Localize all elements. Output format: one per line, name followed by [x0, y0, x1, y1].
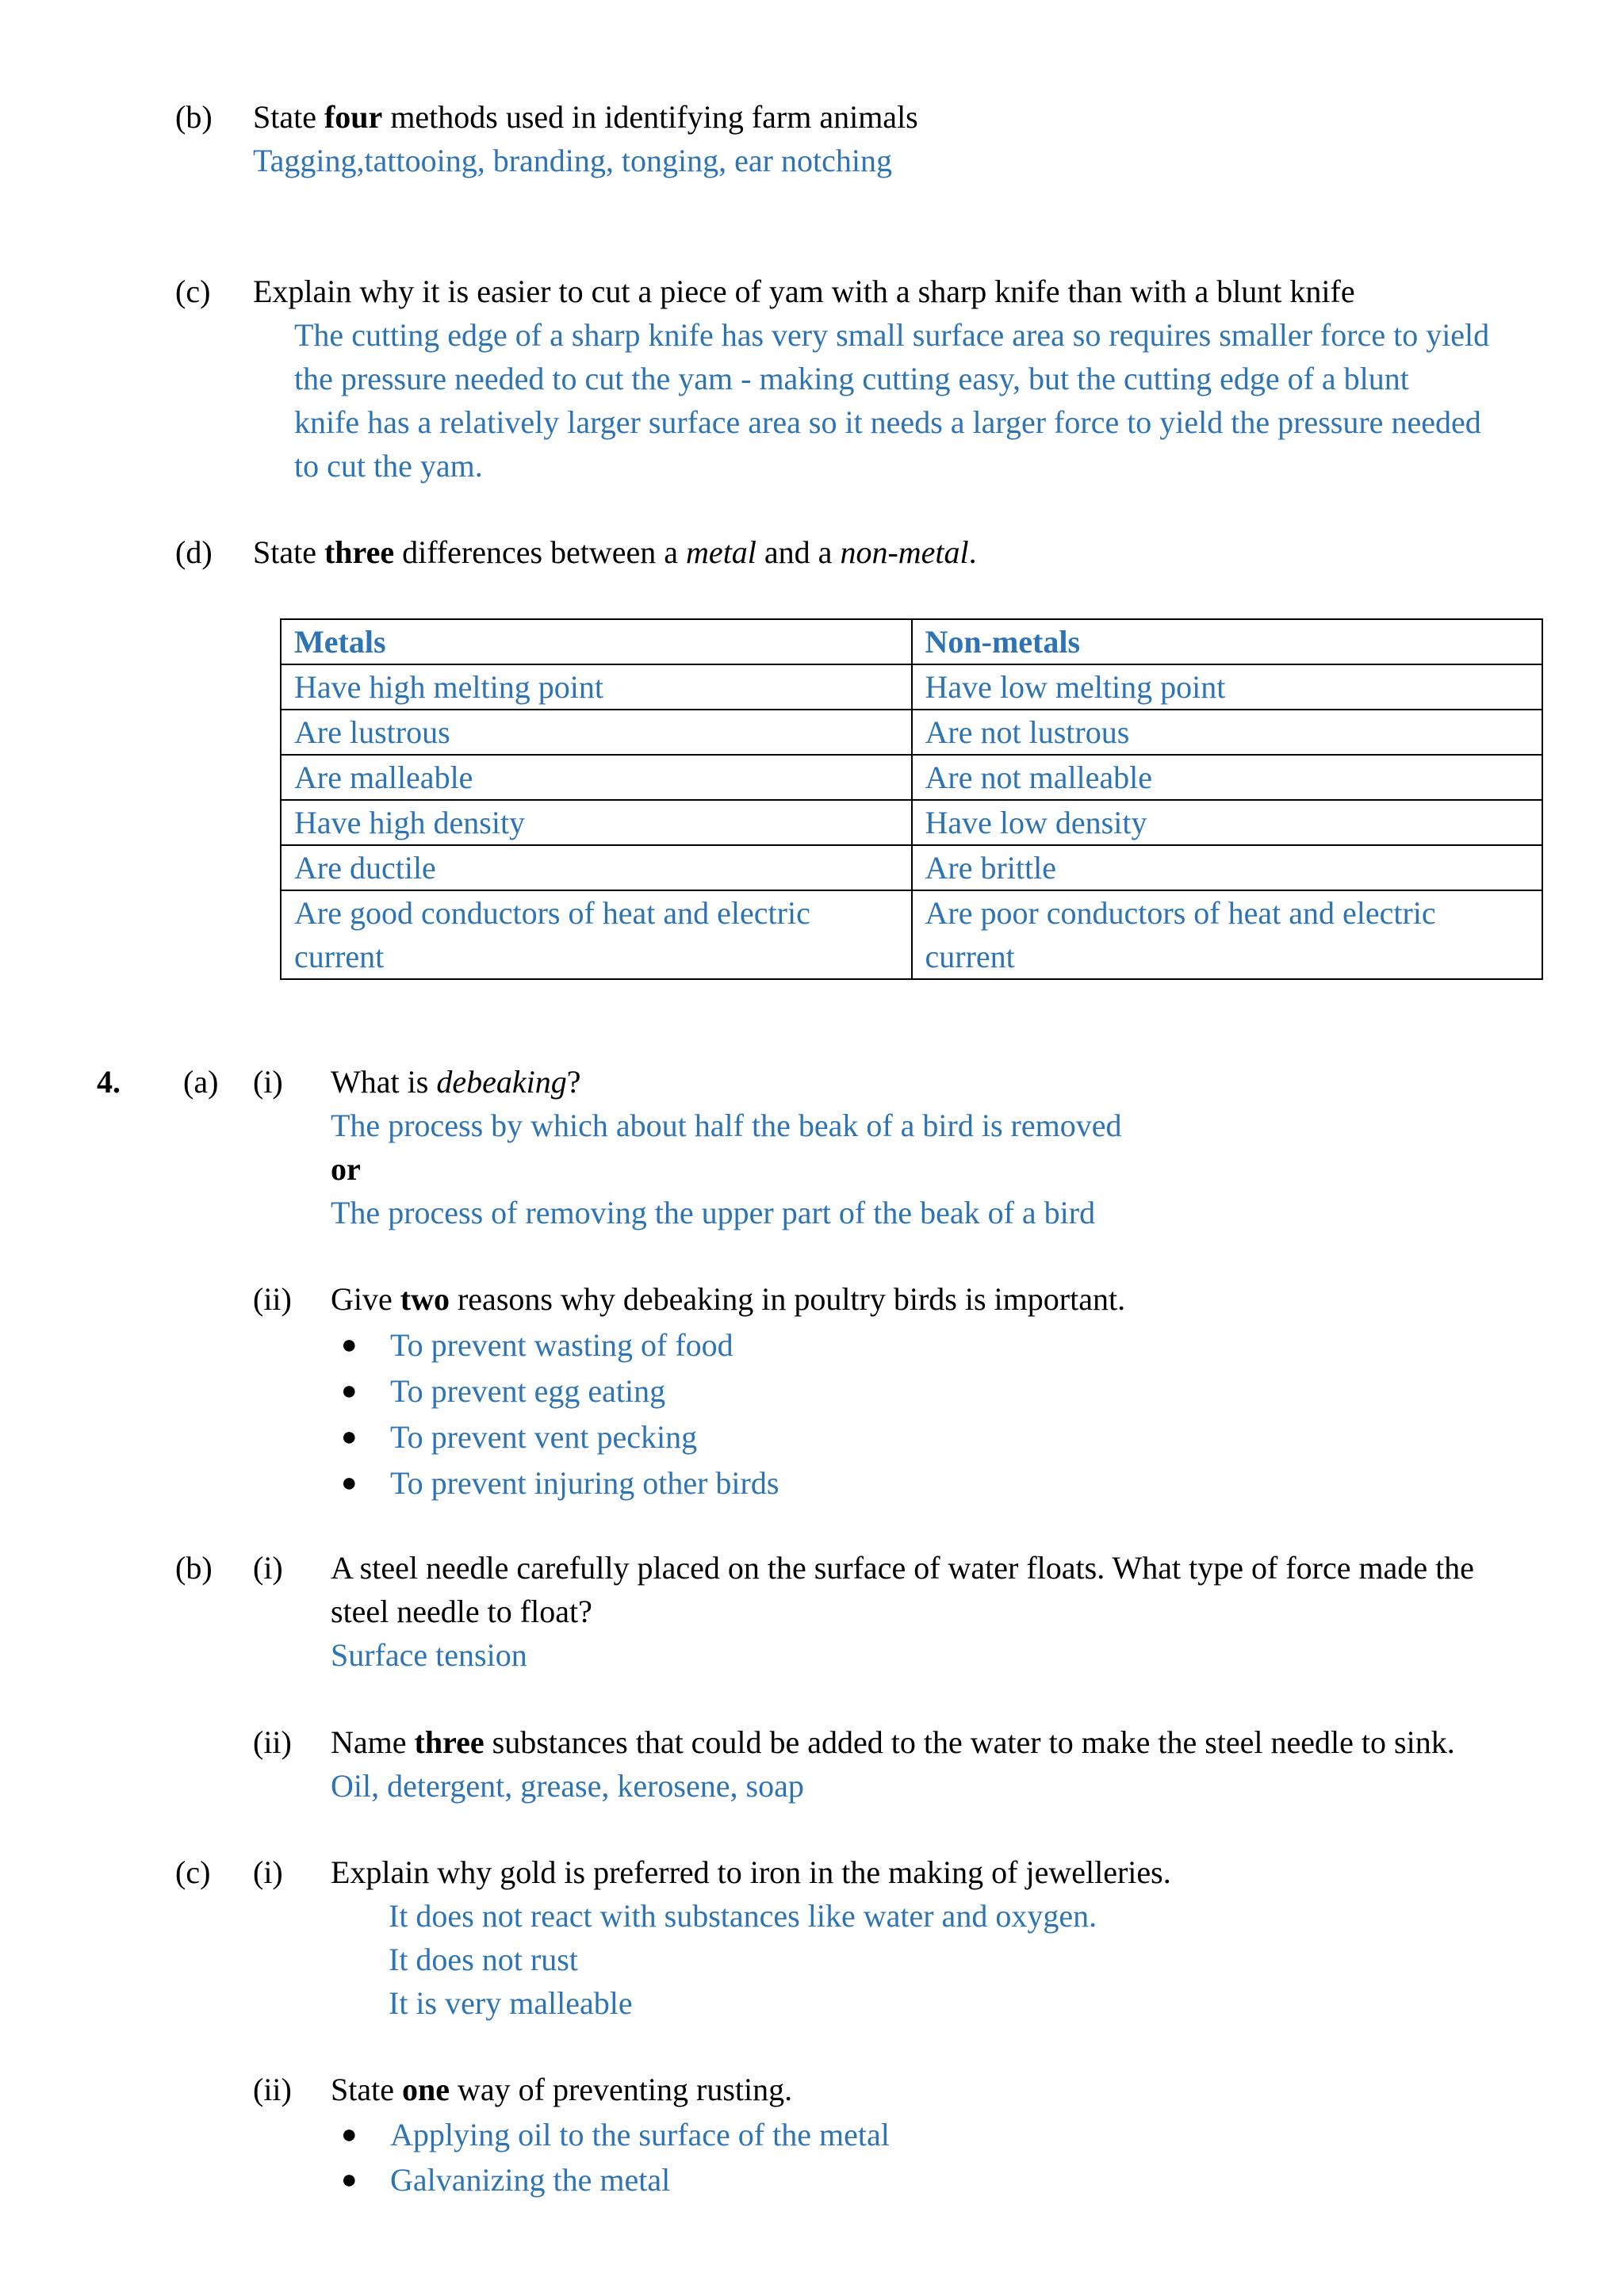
table-cell: Have low melting point: [912, 664, 1543, 710]
q3d-question: State three differences between a metal and a non-metal.: [253, 534, 977, 570]
table-cell: Have high melting point: [281, 664, 912, 710]
q4aii-bullet-item: To prevent wasting of food: [390, 1327, 733, 1363]
table-cell: Are malleable: [281, 755, 912, 800]
q4bi-question: A steel needle carefully placed on the surface of water floats. What type of force made the: [331, 1550, 1474, 1586]
q4b-label: (b): [175, 1550, 213, 1586]
table-row: [281, 890, 1542, 979]
q3c-answer-line: knife has a relatively larger surface area so it needs a larger force to yield the pressure needed: [294, 404, 1481, 440]
table-cell: Are brittle: [912, 845, 1543, 890]
q3c-answer-line: the pressure needed to cut the yam - making cutting easy, but the cutting edge of a blunt: [294, 361, 1409, 396]
table-cell: Have high density: [281, 800, 912, 845]
q3c-label: (c): [175, 274, 211, 309]
table-cell: Are not lustrous: [912, 710, 1543, 755]
q4bii-answer: Oil, detergent, grease, kerosene, soap: [331, 1768, 804, 1804]
q3c-answer-line: The cutting edge of a sharp knife has very small surface area so requires smaller force to yield: [294, 317, 1490, 353]
q3c-answer-line: to cut the yam.: [294, 448, 483, 484]
q4cii-bullet-item: Applying oil to the surface of the metal: [390, 2117, 890, 2152]
q4bi-question: steel needle to float?: [331, 1594, 592, 1629]
q3b-answer: Tagging,tattooing, branding, tonging, ear notching: [253, 143, 892, 178]
q4aii-bullet-item: To prevent egg eating: [390, 1373, 666, 1409]
bullet-icon: ●: [341, 1330, 358, 1360]
q4bii-question: Name three substances that could be added to the water to make the steel needle to sink.: [331, 1724, 1455, 1760]
q4a-label: (a): [183, 1064, 219, 1100]
bullet-icon: ●: [341, 1376, 358, 1406]
table-row: [281, 664, 1542, 710]
bullet-icon: ●: [341, 2120, 358, 2149]
q4aii-question: Give two reasons why debeaking in poultry birds is important.: [331, 1281, 1126, 1317]
table-header-cell: Metals: [281, 619, 912, 664]
q4aii-bullet-item: To prevent vent pecking: [390, 1419, 698, 1455]
q4-number: 4.: [97, 1064, 121, 1100]
table-row: [281, 800, 1542, 845]
bullet-icon: ●: [341, 1468, 358, 1498]
q4aii-bullet-item: To prevent injuring other birds: [390, 1465, 779, 1501]
table-cell: Are not malleable: [912, 755, 1543, 800]
metal-nonmetal-table: [280, 618, 1543, 980]
table-cell: Are lustrous: [281, 710, 912, 755]
table-cell: Are poor conductors of heat and electric current: [912, 890, 1543, 979]
q4bi-answer: Surface tension: [331, 1637, 527, 1673]
q4ai-answer: The process by which about half the beak of a bird is removed: [331, 1108, 1122, 1143]
q3d-label: (d): [175, 534, 213, 570]
q4ci-answer: It is very malleable: [389, 1985, 633, 2021]
table-cell: Are ductile: [281, 845, 912, 890]
table-header-row: [281, 619, 1542, 664]
q4bi-label: (i): [253, 1550, 283, 1586]
q4ci-answer: It does not react with substances like water and oxygen.: [389, 1898, 1097, 1934]
table-row: [281, 755, 1542, 800]
bullet-icon: ●: [341, 1422, 358, 1452]
table-cell: Are good conductors of heat and electric current: [281, 890, 912, 979]
q3b-label: (b): [175, 99, 213, 135]
q4ci-label: (i): [253, 1854, 283, 1890]
table-row: [281, 845, 1542, 890]
q4cii-bullet-item: Galvanizing the metal: [390, 2162, 671, 2198]
q4ci-answer: It does not rust: [389, 1942, 578, 1977]
q3c-question: Explain why it is easier to cut a piece of yam with a sharp knife than with a blunt knife: [253, 274, 1355, 309]
q4ai-answer: The process of removing the upper part of the beak of a bird: [331, 1195, 1096, 1230]
q4ai-or: or: [331, 1151, 361, 1187]
q4ai-label: (i): [253, 1064, 283, 1100]
q4aii-label: (ii): [253, 1281, 292, 1317]
q3b-question: State four methods used in identifying farm animals: [253, 99, 918, 135]
q4c-label: (c): [175, 1854, 211, 1890]
q4ci-question: Explain why gold is preferred to iron in the making of jewelleries.: [331, 1854, 1171, 1890]
table-cell: Have low density: [912, 800, 1543, 845]
q4bii-label: (ii): [253, 1724, 292, 1760]
bullet-icon: ●: [341, 2165, 358, 2195]
q4cii-question: State one way of preventing rusting.: [331, 2072, 793, 2107]
q4ai-question: What is debeaking?: [331, 1064, 581, 1100]
q4cii-label: (ii): [253, 2072, 292, 2107]
table-row: [281, 710, 1542, 755]
table-header-cell: Non-metals: [912, 619, 1543, 664]
